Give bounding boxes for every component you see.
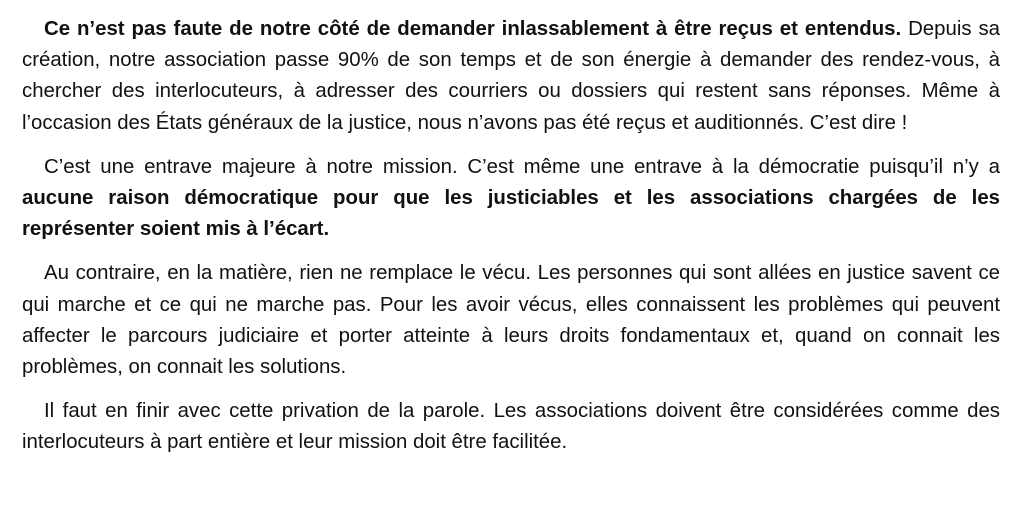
paragraph-1-text: Depuis sa création, notre association passe 90% de son temps et de son énergie à demander des rendez-vous, à chercher des interlocuteurs, à adresser des courriers ou dossiers qui restent sans réponses. Même à l’occasion des États généraux de la justice, nous n’avons pas été reçus et auditionnés. C’est dire !	[22, 18, 1000, 134]
paragraph-4-text: Il faut en finir avec cette privation de la parole. Les associations doivent être considérées comme des interlocuteurs à part entière et leur mission doit être facilitée.	[22, 400, 1000, 454]
paragraph-1	[22, 14, 1000, 139]
paragraph-3	[22, 258, 1000, 383]
paragraph-2-bold-text: aucune raison démocratique pour que les justiciables et les associations chargées de les représenter soient mis à l’écart.	[22, 187, 1000, 241]
paragraph-4	[22, 396, 1000, 458]
paragraph-2-text: C’est une entrave majeure à notre mission. C’est même une entrave à la démocratie puisqu’il n’y a	[44, 155, 1000, 178]
paragraph-2	[22, 152, 1000, 246]
paragraph-1-bold-lead: Ce n’est pas faute de notre côté de demander inlassablement à être reçus et entendus.	[44, 18, 902, 40]
document-body	[22, 14, 1000, 459]
paragraph-3-text: Au contraire, en la matière, rien ne remplace le vécu. Les personnes qui sont allées en justice savent ce qui marche et ce qui ne marche pas. Pour les avoir vécus, elles connaissent les problèmes qui peuvent affecter le parcours judiciaire et porter atteinte à leurs droits fondamentaux et, quand on connait les problèmes, on connait les solutions.	[22, 262, 1000, 379]
